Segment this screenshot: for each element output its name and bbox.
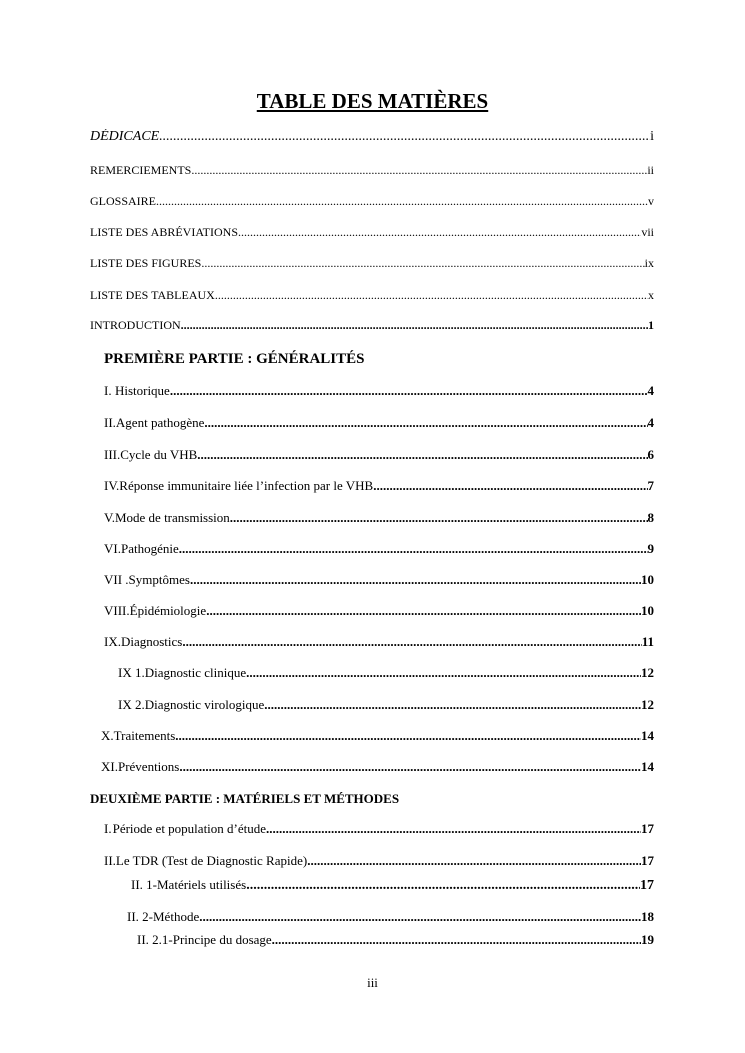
toc-entry-introduction[interactable]	[90, 318, 654, 333]
toc-label: Pathogénie	[120, 541, 179, 556]
toc-label: Traitements	[113, 728, 176, 743]
toc-number: VI.	[104, 541, 121, 556]
toc-page: x	[648, 288, 654, 302]
toc-entry-symptomes[interactable]	[104, 572, 654, 588]
toc-label: Historique	[114, 383, 170, 398]
toc-leader	[197, 447, 647, 463]
toc-page: 4	[647, 383, 654, 398]
toc-number: X.	[101, 728, 114, 743]
toc-entry-transmission[interactable]	[104, 510, 654, 526]
toc-number: I.	[104, 383, 112, 398]
toc-number: IX.	[104, 634, 121, 649]
toc-label: Diagnostics	[120, 634, 183, 649]
toc-leader	[204, 415, 647, 431]
toc-label: GLOSSAIRE	[90, 194, 157, 208]
toc-leader	[272, 932, 641, 948]
toc-page: i	[650, 129, 654, 144]
toc-label: Principe du dosage	[172, 932, 272, 947]
toc-entry-historique[interactable]	[104, 383, 654, 399]
toc-entry-epidemiologie[interactable]	[104, 603, 654, 619]
toc-leader	[246, 665, 641, 681]
toc-leader	[182, 634, 641, 650]
toc-number: II. 2.1-	[137, 932, 173, 947]
toc-page: 6	[647, 447, 654, 462]
toc-entry-remerciements[interactable]	[90, 163, 654, 178]
page-title: TABLE DES MATIÈRES	[256, 89, 489, 113]
toc-leader	[156, 194, 648, 209]
part-two-heading: DEUXIÈME PARTIE : MATÉRIELS ET MÉTHODES	[90, 791, 400, 806]
toc-number: II. 2-	[127, 909, 153, 924]
toc-page: 14	[641, 728, 654, 743]
toc-page: 18	[641, 909, 654, 924]
toc-page: 11	[641, 634, 654, 649]
toc-label: Mode de transmission	[114, 510, 230, 525]
toc-number: II. 1-	[131, 877, 157, 892]
toc-entry-diagnostic-virologique[interactable]	[118, 697, 654, 713]
toc-page: ii	[647, 163, 654, 177]
toc-entry-traitements[interactable]	[101, 728, 654, 744]
toc-page: v	[648, 194, 654, 208]
toc-label: Symptômes	[128, 572, 190, 587]
toc-label: Diagnostic virologique	[144, 697, 265, 712]
toc-entry-diagnostic-clinique[interactable]	[118, 665, 654, 681]
toc-entry-dedicace[interactable]	[90, 129, 654, 145]
toc-label: Diagnostic clinique	[144, 665, 247, 680]
page-number: iii	[367, 975, 378, 990]
toc-page: 17	[641, 853, 654, 868]
toc-label: Agent pathogène	[115, 415, 205, 430]
toc-leader	[191, 163, 647, 178]
toc-number: VII .	[104, 572, 129, 587]
toc-leader	[181, 318, 648, 333]
toc-entry-reponse-immunitaire[interactable]	[104, 478, 654, 494]
toc-entry-cycle[interactable]	[104, 447, 654, 463]
toc-label: LISTE DES TABLEAUX	[90, 288, 215, 302]
toc-page: ix	[644, 256, 654, 270]
toc-leader	[179, 541, 648, 557]
toc-leader	[230, 510, 648, 526]
toc-leader	[373, 478, 647, 494]
toc-label: REMERCIEMENTS	[90, 163, 192, 177]
toc-leader	[238, 225, 641, 240]
toc-page: 4	[647, 415, 654, 430]
toc-entry-agent-pathogene[interactable]	[104, 415, 654, 431]
toc-label: Préventions	[117, 759, 180, 774]
toc-label: Cycle du VHB	[120, 447, 198, 462]
toc-leader	[246, 878, 640, 894]
toc-label: INTRODUCTION	[90, 318, 181, 332]
toc-label: DÉDICACE	[90, 129, 160, 144]
toc-entry-tdr[interactable]	[104, 853, 654, 869]
toc-leader	[190, 572, 641, 588]
toc-entry-glossaire[interactable]	[90, 194, 654, 209]
toc-page: vii	[641, 225, 654, 239]
toc-page: 14	[641, 759, 654, 774]
toc-number: I.	[104, 821, 112, 836]
toc-number: III.	[104, 447, 121, 462]
toc-leader	[307, 853, 641, 869]
toc-label: Réponse immunitaire liée l’infection par le VHB	[119, 478, 374, 493]
toc-leader	[199, 909, 641, 925]
toc-leader	[266, 821, 641, 837]
toc-entry-pathogenie[interactable]	[104, 541, 654, 557]
toc-number: IX 1.	[118, 665, 145, 680]
toc-label: Méthode	[153, 909, 200, 924]
toc-entry-preventions[interactable]	[101, 759, 654, 775]
toc-entry-tableaux[interactable]	[90, 288, 654, 303]
toc-entry-diagnostics[interactable]	[104, 634, 654, 650]
toc-number: VIII.	[104, 603, 130, 618]
toc-number: IX 2.	[118, 697, 145, 712]
toc-page: 10	[641, 603, 654, 618]
toc-label: LISTE DES FIGURES	[90, 256, 202, 270]
toc-label: LISTE DES ABRÉVIATIONS	[90, 225, 239, 239]
toc-page: 10	[641, 572, 654, 587]
toc-page: 17	[640, 878, 654, 893]
toc-leader	[215, 288, 648, 303]
toc-label: Matériels utilisés	[157, 877, 247, 892]
toc-entry-materiels[interactable]	[131, 877, 654, 894]
toc-number: V.	[104, 510, 115, 525]
toc-page: 19	[641, 932, 654, 947]
toc-leader	[179, 759, 641, 775]
toc-entry-abreviations[interactable]	[90, 225, 654, 240]
toc-leader	[206, 603, 641, 619]
toc-page: 12	[641, 665, 654, 680]
toc-label: Période et population d’étude	[112, 821, 267, 836]
toc-page: 17	[641, 821, 654, 836]
toc-label: Épidémiologie	[129, 603, 207, 618]
toc-entry-figures[interactable]	[90, 256, 654, 271]
toc-number: II.	[104, 853, 116, 868]
toc-leader	[159, 129, 650, 145]
toc-label: Le TDR (Test de Diagnostic Rapide)	[115, 853, 308, 868]
toc-entry-principe-dosage[interactable]	[137, 932, 654, 948]
toc-leader	[175, 728, 641, 744]
toc-page: 8	[647, 510, 654, 525]
toc-leader	[170, 383, 648, 399]
toc-page: 1	[648, 318, 654, 332]
part-one-heading: PREMIÈRE PARTIE : GÉNÉRALITÉS	[104, 351, 365, 367]
toc-leader	[264, 697, 641, 713]
toc-number: II.	[104, 415, 116, 430]
toc-number: XI.	[101, 759, 118, 774]
toc-page: 9	[647, 541, 654, 556]
toc-page: 12	[641, 697, 654, 712]
toc-entry-methode[interactable]	[127, 909, 654, 925]
toc-number: IV.	[104, 478, 120, 493]
toc-page: 7	[647, 478, 654, 493]
toc-leader	[201, 256, 644, 271]
toc-entry-periode-population[interactable]	[104, 821, 654, 837]
